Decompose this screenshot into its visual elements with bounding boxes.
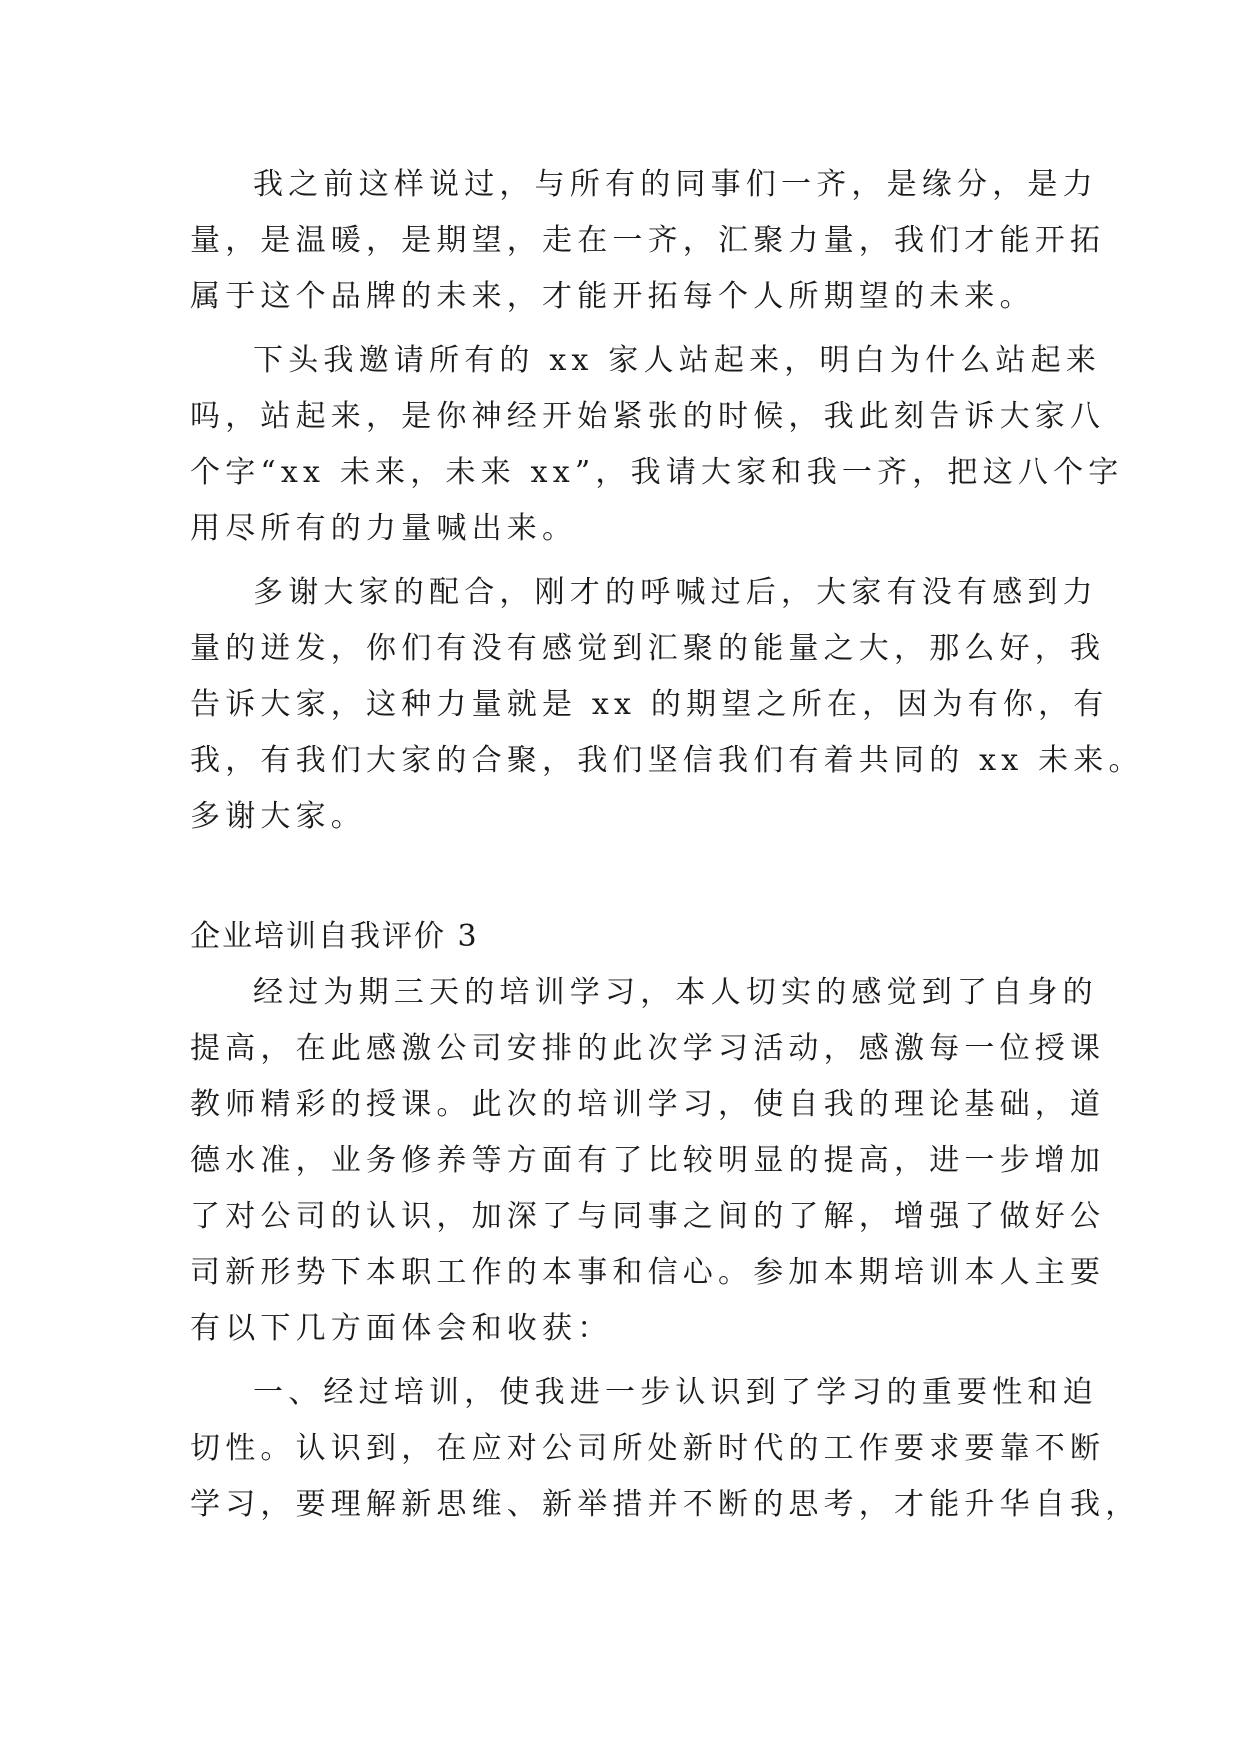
section-paragraph-1-line-1: 经过为期三天的培训学习，本人切实的感觉到了自身的 [253,975,1098,1010]
paragraph-1-line-3: 属于这个品牌的未来，才能开拓每个人所期望的未来。 [190,279,1035,314]
section-title: 企业培训自我评价 3 [190,919,479,954]
paragraph-3-line-3: 告诉大家，这种力量就是 xx 的期望之所在，因为有你，有 [190,687,1109,722]
section-paragraph-1-line-7: 有以下几方面体会和收获： [190,1311,613,1346]
paragraph-3-line-2: 量的迸发，你们有没有感觉到汇聚的能量之大，那么好，我 [190,631,1106,666]
paragraph-1-line-1: 我之前这样说过，与所有的同事们一齐，是缘分，是力 [253,167,1098,202]
paragraph-3-line-5: 多谢大家。 [190,799,366,834]
section-paragraph-1-line-5: 了对公司的认识，加深了与同事之间的了解，增强了做好公 [190,1199,1106,1234]
paragraph-2-line-3: 个字“xx 未来，未来 xx”，我请大家和我一齐，把这八个字 [190,455,1124,490]
section-paragraph-2-line-2: 切性。认识到，在应对公司所处新时代的工作要求要靠不断 [190,1431,1106,1466]
section-paragraph-1-line-4: 德水准，业务修养等方面有了比较明显的提高，进一步增加 [190,1143,1106,1178]
section-paragraph-1-line-3: 教师精彩的授课。此次的培训学习，使自我的理论基础，道 [190,1087,1106,1122]
paragraph-1-line-2: 量，是温暖，是期望，走在一齐，汇聚力量，我们才能开拓 [190,223,1106,258]
paragraph-2-line-1: 下头我邀请所有的 xx 家人站起来，明白为什么站起来 [253,343,1102,378]
section-paragraph-1-line-2: 提高，在此感激公司安排的此次学习活动，感激每一位授课 [190,1031,1106,1066]
paragraph-2-line-2: 吗，站起来，是你神经开始紧张的时候，我此刻告诉大家八 [190,399,1106,434]
section-paragraph-2-line-1: 一、经过培训，使我进一步认识到了学习的重要性和迫 [253,1375,1098,1410]
section-paragraph-2-line-3: 学习，要理解新思维、新举措并不断的思考，才能升华自我， [190,1487,1141,1522]
paragraph-2-line-4: 用尽所有的力量喊出来。 [190,511,578,546]
section-paragraph-1-line-6: 司新形势下本职工作的本事和信心。参加本期培训本人主要 [190,1255,1106,1290]
paragraph-3-line-1: 多谢大家的配合，刚才的呼喊过后，大家有没有感到力 [253,575,1098,610]
paragraph-3-line-4: 我，有我们大家的合聚，我们坚信我们有着共同的 xx 未来。 [190,743,1144,778]
